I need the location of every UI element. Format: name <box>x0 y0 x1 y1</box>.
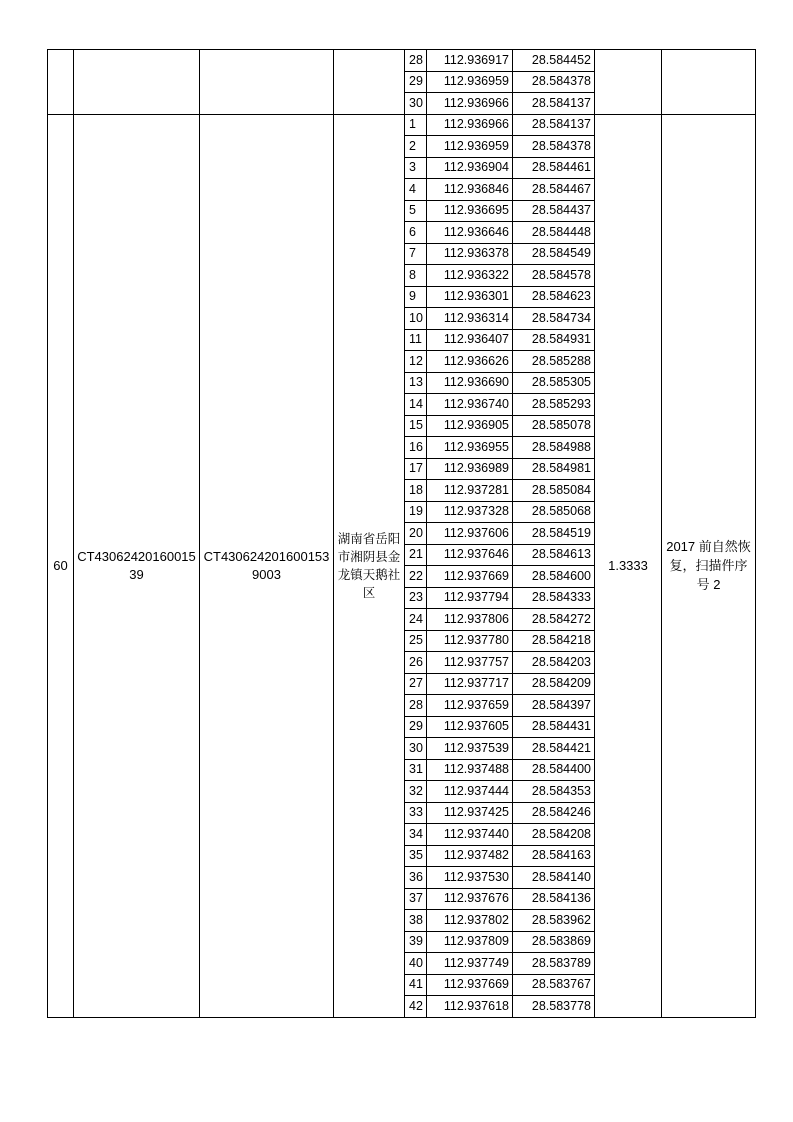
latitude-cell: 28.584208 <box>513 824 595 846</box>
latitude-cell: 28.584163 <box>513 845 595 867</box>
longitude-cell: 112.936407 <box>427 329 513 351</box>
point-index: 39 <box>405 931 427 953</box>
point-index: 38 <box>405 910 427 932</box>
point-index: 25 <box>405 630 427 652</box>
longitude-cell: 112.937749 <box>427 953 513 975</box>
point-index: 31 <box>405 759 427 781</box>
latitude-cell: 28.585293 <box>513 394 595 416</box>
point-index: 42 <box>405 996 427 1018</box>
latitude-cell: 28.584519 <box>513 523 595 545</box>
table-row <box>48 50 756 72</box>
point-index: 4 <box>405 179 427 201</box>
record-location: 湖南省岳阳市湘阴县金龙镇天鹅社区 <box>334 114 405 1017</box>
point-index: 32 <box>405 781 427 803</box>
point-index: 22 <box>405 566 427 588</box>
point-index: 11 <box>405 329 427 351</box>
latitude-cell: 28.583789 <box>513 953 595 975</box>
longitude-cell: 112.937669 <box>427 974 513 996</box>
latitude-cell: 28.583869 <box>513 931 595 953</box>
point-index: 9 <box>405 286 427 308</box>
table-body <box>48 50 756 1018</box>
latitude-cell: 28.584623 <box>513 286 595 308</box>
longitude-cell: 112.937757 <box>427 652 513 674</box>
longitude-cell: 112.937482 <box>427 845 513 867</box>
point-index: 29 <box>405 716 427 738</box>
longitude-cell: 112.937606 <box>427 523 513 545</box>
longitude-cell: 112.937539 <box>427 738 513 760</box>
point-index: 36 <box>405 867 427 889</box>
point-index: 1 <box>405 114 427 136</box>
point-index: 28 <box>405 695 427 717</box>
point-index: 14 <box>405 394 427 416</box>
latitude-cell: 28.584613 <box>513 544 595 566</box>
longitude-cell: 112.937780 <box>427 630 513 652</box>
longitude-cell: 112.936646 <box>427 222 513 244</box>
point-index: 35 <box>405 845 427 867</box>
point-index: 41 <box>405 974 427 996</box>
continuation-location-cell <box>334 50 405 115</box>
latitude-cell: 28.584448 <box>513 222 595 244</box>
latitude-cell: 28.584353 <box>513 781 595 803</box>
latitude-cell: 28.584578 <box>513 265 595 287</box>
longitude-cell: 112.936989 <box>427 458 513 480</box>
point-index: 30 <box>405 93 427 115</box>
longitude-cell: 112.936740 <box>427 394 513 416</box>
latitude-cell: 28.584734 <box>513 308 595 330</box>
record-note: 2017 前自然恢复，扫描件序号 2 <box>662 114 756 1017</box>
continuation-note-cell <box>662 50 756 115</box>
point-index: 30 <box>405 738 427 760</box>
latitude-cell: 28.584600 <box>513 566 595 588</box>
continuation-area-cell <box>595 50 662 115</box>
point-index: 16 <box>405 437 427 459</box>
latitude-cell: 28.584549 <box>513 243 595 265</box>
latitude-cell: 28.584378 <box>513 71 595 93</box>
latitude-cell: 28.584467 <box>513 179 595 201</box>
point-index: 23 <box>405 587 427 609</box>
latitude-cell: 28.584136 <box>513 888 595 910</box>
longitude-cell: 112.936904 <box>427 157 513 179</box>
point-index: 8 <box>405 265 427 287</box>
longitude-cell: 112.936966 <box>427 93 513 115</box>
record-area: 1.3333 <box>595 114 662 1017</box>
point-index: 3 <box>405 157 427 179</box>
point-index: 24 <box>405 609 427 631</box>
longitude-cell: 112.936690 <box>427 372 513 394</box>
latitude-cell: 28.584140 <box>513 867 595 889</box>
longitude-cell: 112.937605 <box>427 716 513 738</box>
latitude-cell: 28.584461 <box>513 157 595 179</box>
latitude-cell: 28.584378 <box>513 136 595 158</box>
point-index: 40 <box>405 953 427 975</box>
longitude-cell: 112.937717 <box>427 673 513 695</box>
longitude-cell: 112.937676 <box>427 888 513 910</box>
point-index: 10 <box>405 308 427 330</box>
longitude-cell: 112.937669 <box>427 566 513 588</box>
latitude-cell: 28.584218 <box>513 630 595 652</box>
longitude-cell: 112.936322 <box>427 265 513 287</box>
longitude-cell: 112.936917 <box>427 50 513 72</box>
latitude-cell: 28.584988 <box>513 437 595 459</box>
point-index: 17 <box>405 458 427 480</box>
point-index: 27 <box>405 673 427 695</box>
longitude-cell: 112.936378 <box>427 243 513 265</box>
longitude-cell: 112.937440 <box>427 824 513 846</box>
latitude-cell: 28.584209 <box>513 673 595 695</box>
longitude-cell: 112.937530 <box>427 867 513 889</box>
latitude-cell: 28.585068 <box>513 501 595 523</box>
latitude-cell: 28.583767 <box>513 974 595 996</box>
longitude-cell: 112.937806 <box>427 609 513 631</box>
latitude-cell: 28.585078 <box>513 415 595 437</box>
point-index: 28 <box>405 50 427 72</box>
point-index: 34 <box>405 824 427 846</box>
point-index: 33 <box>405 802 427 824</box>
longitude-cell: 112.937618 <box>427 996 513 1018</box>
coordinate-table <box>47 49 756 1018</box>
record-seq: 60 <box>48 114 74 1017</box>
point-index: 19 <box>405 501 427 523</box>
latitude-cell: 28.584437 <box>513 200 595 222</box>
longitude-cell: 112.937425 <box>427 802 513 824</box>
longitude-cell: 112.936959 <box>427 136 513 158</box>
latitude-cell: 28.584203 <box>513 652 595 674</box>
point-index: 7 <box>405 243 427 265</box>
continuation-seq-cell <box>48 50 74 115</box>
latitude-cell: 28.584272 <box>513 609 595 631</box>
longitude-cell: 112.937794 <box>427 587 513 609</box>
point-index: 5 <box>405 200 427 222</box>
longitude-cell: 112.937281 <box>427 480 513 502</box>
longitude-cell: 112.937444 <box>427 781 513 803</box>
longitude-cell: 112.936314 <box>427 308 513 330</box>
point-index: 20 <box>405 523 427 545</box>
point-index: 2 <box>405 136 427 158</box>
continuation-id1-cell <box>74 50 200 115</box>
longitude-cell: 112.937659 <box>427 695 513 717</box>
point-index: 26 <box>405 652 427 674</box>
longitude-cell: 112.936626 <box>427 351 513 373</box>
latitude-cell: 28.584397 <box>513 695 595 717</box>
longitude-cell: 112.937646 <box>427 544 513 566</box>
point-index: 15 <box>405 415 427 437</box>
longitude-cell: 112.937488 <box>427 759 513 781</box>
latitude-cell: 28.585288 <box>513 351 595 373</box>
longitude-cell: 112.937328 <box>427 501 513 523</box>
longitude-cell: 112.937809 <box>427 931 513 953</box>
latitude-cell: 28.584137 <box>513 114 595 136</box>
longitude-cell: 112.936959 <box>427 71 513 93</box>
latitude-cell: 28.585305 <box>513 372 595 394</box>
latitude-cell: 28.585084 <box>513 480 595 502</box>
point-index: 13 <box>405 372 427 394</box>
latitude-cell: 28.584400 <box>513 759 595 781</box>
point-index: 21 <box>405 544 427 566</box>
latitude-cell: 28.583962 <box>513 910 595 932</box>
latitude-cell: 28.584246 <box>513 802 595 824</box>
longitude-cell: 112.936846 <box>427 179 513 201</box>
longitude-cell: 112.936905 <box>427 415 513 437</box>
latitude-cell: 28.584931 <box>513 329 595 351</box>
point-index: 12 <box>405 351 427 373</box>
record-id1: CT4306242016001539 <box>74 114 200 1017</box>
continuation-id2-cell <box>200 50 334 115</box>
longitude-cell: 112.937802 <box>427 910 513 932</box>
latitude-cell: 28.584137 <box>513 93 595 115</box>
table-row <box>48 114 756 136</box>
point-index: 29 <box>405 71 427 93</box>
latitude-cell: 28.584431 <box>513 716 595 738</box>
point-index: 18 <box>405 480 427 502</box>
latitude-cell: 28.584981 <box>513 458 595 480</box>
longitude-cell: 112.936966 <box>427 114 513 136</box>
document-page <box>47 49 756 1018</box>
latitude-cell: 28.584333 <box>513 587 595 609</box>
point-index: 37 <box>405 888 427 910</box>
latitude-cell: 28.584421 <box>513 738 595 760</box>
point-index: 6 <box>405 222 427 244</box>
longitude-cell: 112.936695 <box>427 200 513 222</box>
record-id2: CT4306242016001539003 <box>200 114 334 1017</box>
latitude-cell: 28.583778 <box>513 996 595 1018</box>
longitude-cell: 112.936301 <box>427 286 513 308</box>
latitude-cell: 28.584452 <box>513 50 595 72</box>
longitude-cell: 112.936955 <box>427 437 513 459</box>
